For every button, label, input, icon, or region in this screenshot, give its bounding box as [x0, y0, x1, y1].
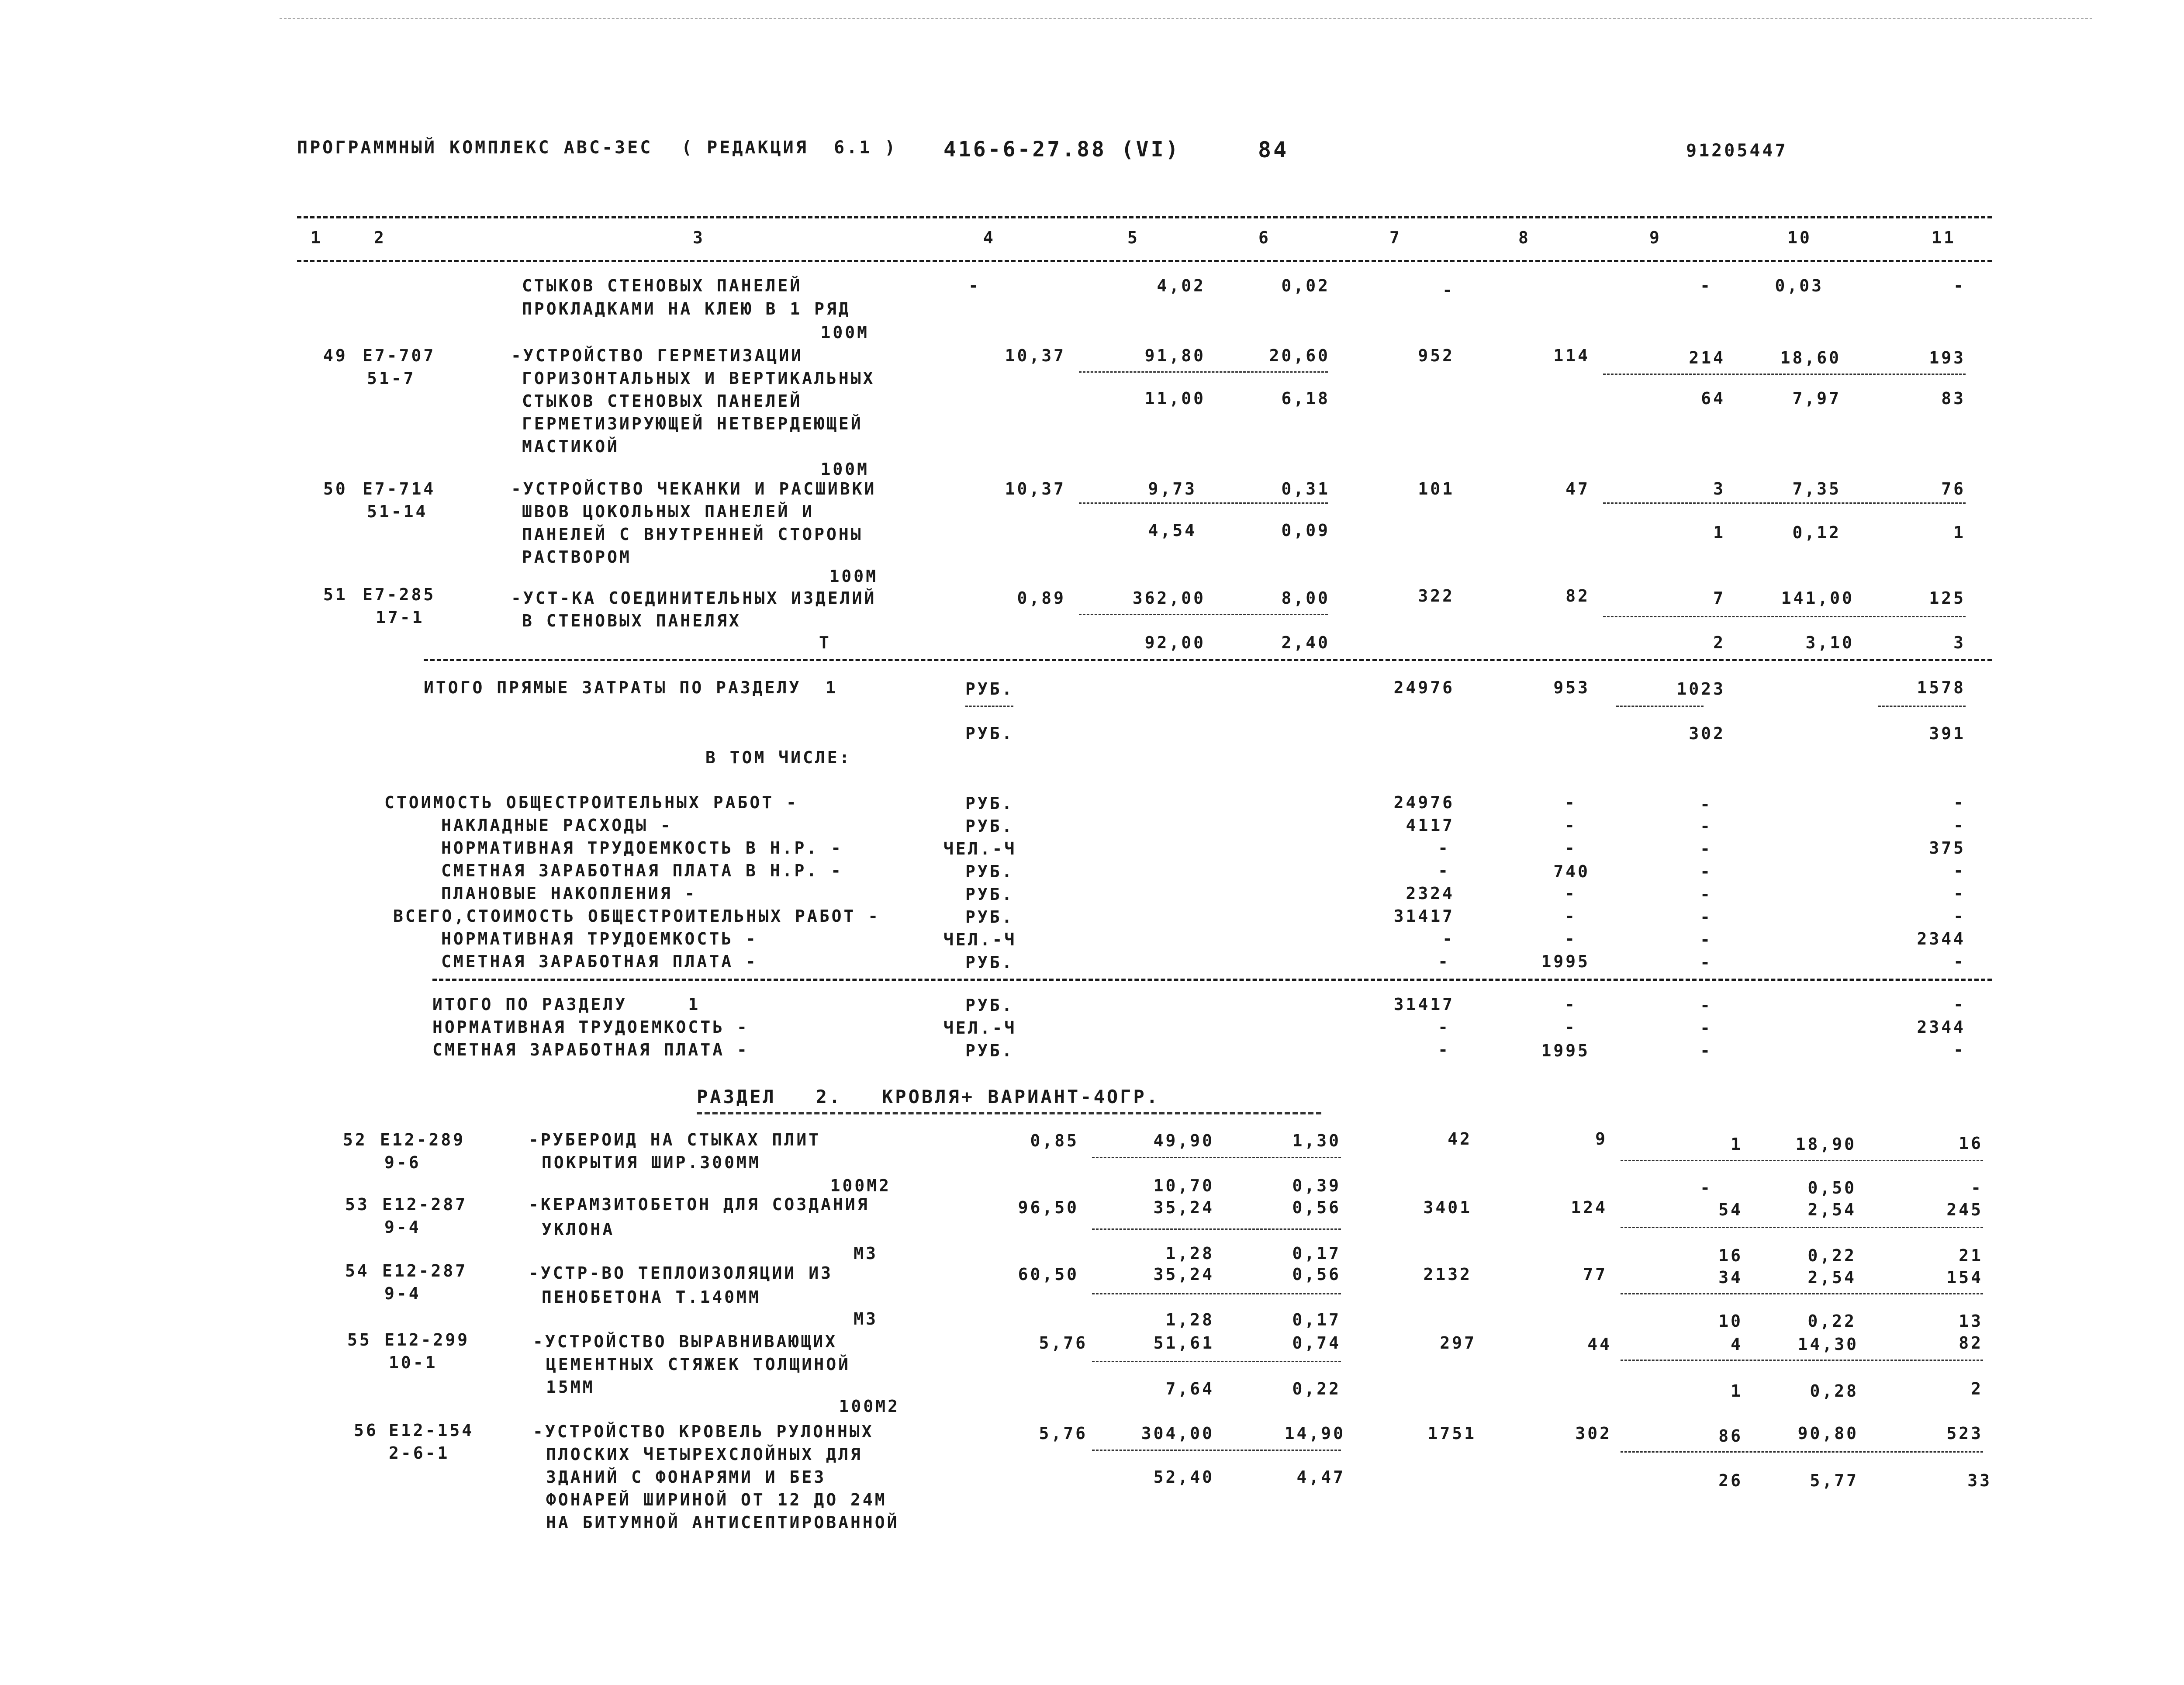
item-code: Е7-707 — [363, 346, 436, 365]
item-number: 50 — [323, 479, 348, 498]
totals-unit: РУБ. — [965, 794, 1014, 813]
cell-c10-wage: 0,28 — [1810, 1381, 1859, 1401]
cell-c11: 154 — [1946, 1268, 1983, 1287]
cell-c5: 51,61 — [1153, 1333, 1214, 1353]
column-number: 3 — [693, 228, 705, 247]
cell-c9-wage: 10 — [1718, 1311, 1743, 1331]
item-subcode: 9-6 — [384, 1153, 421, 1172]
item-subcode: 9-4 — [384, 1218, 421, 1237]
cell-c9: - — [1700, 1018, 1712, 1038]
including-label: В ТОМ ЧИСЛЕ: — [705, 748, 852, 767]
cell-c5-wage: 52,40 — [1153, 1467, 1214, 1487]
cell-c5: 91,80 — [1144, 346, 1206, 365]
cell-c8: - — [1565, 884, 1577, 903]
cell-c8: - — [1565, 929, 1577, 948]
cell-c8: 9 — [1595, 1129, 1607, 1149]
page-number: 84 — [1258, 137, 1289, 163]
cell-c10-wage: 0,22 — [1807, 1246, 1856, 1265]
item-subcode: 17-1 — [376, 608, 425, 627]
section-title-underline — [697, 1112, 1321, 1114]
cell-c6-wage: 0,09 — [1281, 521, 1330, 540]
totals-unit: ЧЕЛ.-Ч — [943, 930, 1017, 949]
cell-c9: - — [1700, 862, 1712, 881]
cell-c8: 44 — [1587, 1335, 1612, 1354]
cell-c4: 96,50 — [1018, 1198, 1079, 1217]
totals-unit: РУБ. — [965, 817, 1014, 836]
header-rule-bottom — [297, 260, 1992, 262]
item-number: 55 — [347, 1330, 372, 1349]
item-description: ФОНАРЕЙ ШИРИНОЙ ОТ 12 ДО 24М — [546, 1490, 887, 1509]
cell-c5-wage: 92,00 — [1144, 633, 1206, 652]
cell-c8: - — [1565, 907, 1577, 926]
item-unit: 100М2 — [839, 1397, 900, 1416]
cell-c10: 18,90 — [1795, 1135, 1856, 1154]
cell-c9: 4 — [1731, 1335, 1743, 1354]
cell-c8: 114 — [1553, 346, 1590, 365]
cell-c10: 2,54 — [1807, 1268, 1856, 1287]
totals-label: СМЕТНАЯ ЗАРАБОТНАЯ ПЛАТА - — [441, 952, 758, 971]
cell-c5-wage: 10,70 — [1153, 1176, 1214, 1195]
cell-c4: 0,85 — [1030, 1131, 1079, 1150]
currency-unit: РУБ. — [965, 679, 1014, 699]
item-code: Е7-285 — [363, 585, 436, 604]
item-description: ГЕРМЕТИЗИРУЮЩЕЙ НЕТВЕРДЕЮЩЕЙ — [522, 414, 863, 433]
item-description: ЦЕМЕНТНЫХ СТЯЖЕК ТОЛЩИНОЙ — [546, 1355, 850, 1374]
column-number: 7 — [1389, 228, 1402, 247]
cell-c5: 9,73 — [1148, 479, 1197, 498]
item-description: ГОРИЗОНТАЛЬНЫХ И ВЕРТИКАЛЬНЫХ — [522, 369, 875, 388]
cell-c5-wage: 4,54 — [1148, 521, 1197, 540]
cell-c10-wage: 5,77 — [1810, 1471, 1859, 1490]
cell-separator — [1079, 371, 1328, 373]
item-description: -КЕРАМЗИТОБЕТОН ДЛЯ СОЗДАНИЯ — [529, 1195, 870, 1214]
item-description: ПОКРЫТИЯ ШИР.300ММ — [542, 1153, 761, 1172]
cell-c8: 740 — [1553, 862, 1590, 881]
cell-c7: 322 — [1418, 586, 1455, 605]
cell-c10-wage: 0,22 — [1807, 1311, 1856, 1331]
section-title: РАЗДЕЛ 2. КРОВЛЯ+ ВАРИАНТ-4ОГР. — [697, 1086, 1160, 1107]
item-subcode: 51-7 — [367, 369, 416, 388]
cell-c6: 0,74 — [1292, 1333, 1341, 1353]
cell-c6-wage: 6,18 — [1281, 389, 1330, 408]
totals-label: СМЕТНАЯ ЗАРАБОТНАЯ ПЛАТА - — [432, 1040, 749, 1059]
item-code: Е12-299 — [384, 1330, 470, 1349]
cell-c9-wage: 2 — [1713, 633, 1725, 652]
unit-underline — [965, 706, 1013, 707]
item-description: В СТЕНОВЫХ ПАНЕЛЯХ — [522, 611, 741, 630]
cell-c9-wage: 1 — [1713, 523, 1725, 542]
totals-unit: РУБ. — [965, 1041, 1014, 1060]
item-description: МАСТИКОЙ — [522, 437, 620, 456]
cell-c9-wage: 1 — [1731, 1381, 1743, 1401]
cell-c7: 3401 — [1423, 1198, 1472, 1217]
cell-c5: 4,02 — [1157, 276, 1206, 295]
cell-c11: 193 — [1929, 348, 1966, 367]
cell-c10-wage: 0,12 — [1792, 523, 1841, 542]
item-description: -УСТРОЙСТВО ВЫРАВНИВАЮЩИХ — [533, 1332, 837, 1351]
cell-c7: - — [1438, 952, 1450, 971]
cell-c6: 8,00 — [1281, 588, 1330, 608]
item-number: 56 — [354, 1421, 378, 1440]
totals-unit: РУБ. — [965, 996, 1014, 1015]
totals-label: СМЕТНАЯ ЗАРАБОТНАЯ ПЛАТА В Н.Р. - — [441, 861, 843, 880]
cell-separator — [1603, 616, 1966, 617]
item-code: Е12-289 — [380, 1130, 466, 1149]
cell-c9: - — [1700, 817, 1712, 836]
cell-c9: - — [1700, 907, 1712, 927]
cell-c9: - — [1700, 885, 1712, 904]
totals-unit: РУБ. — [965, 885, 1014, 904]
cell-c7: 101 — [1418, 479, 1455, 498]
cell-c9: - — [1700, 276, 1712, 295]
scan-artifact-line — [280, 18, 2092, 19]
cell-c4: 60,50 — [1018, 1265, 1079, 1284]
column-number: 6 — [1258, 228, 1271, 247]
item-description: РАСТВОРОМ — [522, 547, 632, 567]
item-description: ПЛОСКИХ ЧЕТЫРЕХСЛОЙНЫХ ДЛЯ — [546, 1445, 863, 1464]
cell-c11: 1578 — [1917, 678, 1966, 697]
cell-c8: 1995 — [1541, 952, 1590, 971]
cell-c5: 49,90 — [1153, 1131, 1214, 1150]
cell-c10: 141,00 — [1781, 588, 1854, 608]
cell-c10-wage: 3,10 — [1805, 633, 1854, 652]
cell-c6: 0,56 — [1292, 1198, 1341, 1217]
cell-c7: 1751 — [1427, 1424, 1476, 1443]
item-description: -УСТ-КА СОЕДИНИТЕЛЬНЫХ ИЗДЕЛИЙ — [511, 588, 877, 608]
cell-c5: 304,00 — [1141, 1424, 1214, 1443]
cell-c6: 1,30 — [1292, 1131, 1341, 1150]
cell-separator — [1092, 1293, 1341, 1294]
project-code: 416-6-27.88 (VI) — [943, 137, 1181, 162]
cell-c6: 14,90 — [1284, 1424, 1345, 1443]
item-unit: 100М — [820, 323, 869, 342]
cell-c11-wage: 3 — [1953, 633, 1966, 652]
cell-c6-wage: 0,17 — [1292, 1244, 1341, 1263]
cell-c11-wage: 83 — [1941, 389, 1966, 408]
cell-separator — [1878, 706, 1966, 707]
item-subcode: 2-6-1 — [389, 1443, 450, 1463]
cell-c7: 24976 — [1393, 678, 1455, 697]
cell-c7: - — [1438, 861, 1450, 880]
cell-c5-wage: 7,64 — [1165, 1379, 1214, 1398]
column-number: 2 — [374, 228, 386, 247]
column-number: 8 — [1518, 228, 1531, 247]
cell-separator — [1621, 1360, 1983, 1361]
cell-c9: - — [1700, 930, 1712, 949]
cell-c7: - — [1438, 838, 1450, 858]
item-code: Е12-154 — [389, 1421, 474, 1440]
section-rule — [432, 979, 1992, 981]
cell-c9: - — [1700, 795, 1712, 814]
cell-c8: - — [1565, 1017, 1577, 1037]
cell-c4: 0,89 — [1017, 588, 1066, 608]
cell-c5: 362,00 — [1132, 588, 1206, 608]
cell-c9-wage: 16 — [1718, 1246, 1743, 1265]
cell-c11: - — [1953, 816, 1966, 835]
item-number: 49 — [323, 346, 348, 365]
cell-separator — [1092, 1228, 1341, 1230]
cell-c6: 0,02 — [1281, 276, 1330, 295]
cell-c11: 2344 — [1917, 1017, 1966, 1037]
cell-c5-wage: 1,28 — [1165, 1310, 1214, 1329]
totals-label: НОРМАТИВНАЯ ТРУДОЕМКОСТЬ - — [432, 1017, 749, 1037]
cell-c11: - — [1953, 884, 1966, 903]
totals-unit: РУБ. — [965, 953, 1014, 972]
totals-unit: ЧЕЛ.-Ч — [943, 839, 1017, 858]
cell-c10: 18,60 — [1780, 348, 1841, 367]
column-number: 9 — [1649, 228, 1662, 247]
item-unit: 100М2 — [830, 1176, 891, 1195]
totals-label: ИТОГО ПО РАЗДЕЛУ 1 — [432, 995, 701, 1014]
cell-c11: - — [1953, 907, 1966, 926]
cell-c9: 1 — [1731, 1135, 1743, 1154]
section-rule — [424, 659, 1992, 661]
cell-separator — [1092, 1450, 1341, 1451]
cell-c8: 82 — [1565, 586, 1590, 605]
item-number: 52 — [343, 1130, 367, 1149]
currency-unit: РУБ. — [965, 724, 1014, 743]
cell-c9: - — [1700, 1041, 1712, 1060]
cell-c9: 214 — [1689, 348, 1725, 367]
cell-c9: 7 — [1713, 588, 1725, 608]
totals-label: НАКЛАДНЫЕ РАСХОДЫ - — [441, 816, 673, 835]
cell-c7: 952 — [1418, 346, 1455, 365]
totals-label: НОРМАТИВНАЯ ТРУДОЕМКОСТЬ - — [441, 929, 758, 948]
cell-c10: 0,03 — [1775, 276, 1824, 295]
cell-separator — [1621, 1293, 1983, 1294]
cell-c5-wage: 1,28 — [1165, 1244, 1214, 1263]
cell-c11-wage: 2 — [1971, 1379, 1983, 1398]
totals-unit: РУБ. — [965, 862, 1014, 881]
cell-c8: - — [1565, 816, 1577, 835]
column-number: 1 — [311, 228, 323, 247]
totals-label: НОРМАТИВНАЯ ТРУДОЕМКОСТЬ В Н.Р. - — [441, 838, 843, 858]
item-description: СТЫКОВ СТЕНОВЫХ ПАНЕЛЕЙ — [522, 276, 802, 295]
cell-c6-wage: 0,22 — [1292, 1379, 1341, 1398]
item-description: -РУБЕРОИД НА СТЫКАХ ПЛИТ — [529, 1130, 821, 1149]
item-description: -УСТРОЙСТВО ЧЕКАНКИ И РАСШИВКИ — [511, 479, 877, 498]
item-description: УКЛОНА — [542, 1220, 615, 1239]
item-code: Е7-714 — [363, 479, 436, 498]
cell-c9: 54 — [1718, 1200, 1743, 1219]
cell-c8: - — [1565, 793, 1577, 812]
cell-c10: 90,80 — [1797, 1424, 1859, 1443]
cell-c9-wage: - — [1700, 1178, 1712, 1197]
cell-c7: 2132 — [1423, 1265, 1472, 1284]
item-subcode: 9-4 — [384, 1284, 421, 1303]
cell-separator — [1616, 706, 1704, 707]
item-description: ПРОКЛАДКАМИ НА КЛЕЮ В 1 РЯД — [522, 299, 851, 318]
cell-c11-wage: 13 — [1959, 1311, 1983, 1331]
column-number: 5 — [1127, 228, 1140, 247]
cell-c11-wage: 33 — [1967, 1471, 1992, 1490]
totals-label: ВСЕГО,СТОИМОСТЬ ОБЩЕСТРОИТЕЛЬНЫХ РАБОТ - — [393, 907, 881, 926]
item-unit: 100М — [820, 460, 869, 479]
cell-c10-wage: 0,50 — [1807, 1178, 1856, 1197]
document-id: 91205447 — [1686, 141, 1788, 161]
cell-c7: 297 — [1440, 1333, 1476, 1353]
item-description: ПАНЕЛЕЙ С ВНУТРЕННЕЙ СТОРОНЫ — [522, 525, 863, 544]
edition-label: ( РЕДАКЦИЯ 6.1 ) — [681, 138, 898, 158]
cell-c7: 42 — [1448, 1129, 1472, 1149]
cell-c8: 124 — [1571, 1198, 1607, 1217]
cell-c6-wage: 4,47 — [1296, 1467, 1345, 1487]
column-number: 11 — [1932, 228, 1956, 247]
item-description: 15ММ — [546, 1377, 595, 1397]
cell-c9: 3 — [1713, 479, 1725, 498]
cell-c4: 5,76 — [1039, 1333, 1088, 1353]
cell-c9: - — [1700, 953, 1712, 972]
cell-c11: - — [1953, 276, 1966, 295]
cell-c8: - — [1565, 995, 1577, 1014]
cell-c11: 2344 — [1917, 929, 1966, 948]
item-description: -УСТРОЙСТВО ГЕРМЕТИЗАЦИИ — [511, 346, 804, 365]
cell-c7: 4117 — [1406, 816, 1455, 835]
cell-c11: 375 — [1929, 838, 1966, 858]
cell-c6: 0,31 — [1281, 479, 1330, 498]
cell-c8: 953 — [1553, 678, 1590, 697]
item-description: НА БИТУМНОЙ АНТИСЕПТИРОВАННОЙ — [546, 1513, 899, 1532]
cell-separator — [1621, 1451, 1983, 1453]
item-number: 53 — [345, 1195, 370, 1214]
cell-c7: 31417 — [1393, 995, 1455, 1014]
item-description: ПЕНОБЕТОНА Т.140ММ — [542, 1287, 761, 1307]
cell-c8: - — [1565, 838, 1577, 858]
item-unit: М3 — [854, 1244, 878, 1263]
column-number: 10 — [1787, 228, 1812, 247]
cell-c5: 35,24 — [1153, 1265, 1214, 1284]
cell-c10: 14,30 — [1797, 1335, 1859, 1354]
cell-c7: 31417 — [1393, 907, 1455, 926]
cell-c11-wage: 391 — [1929, 724, 1966, 743]
cell-c4: - — [968, 276, 981, 295]
cell-separator — [1092, 1361, 1341, 1362]
item-unit: Т — [819, 633, 831, 652]
cell-c9: 86 — [1718, 1426, 1743, 1446]
cell-separator — [1603, 502, 1966, 504]
item-description: -УСТР-ВО ТЕПЛОИЗОЛЯЦИИ ИЗ — [529, 1263, 833, 1283]
cell-c9: 1023 — [1676, 679, 1725, 699]
cell-c11: 245 — [1946, 1200, 1983, 1219]
item-description: -УСТРОЙСТВО КРОВЕЛЬ РУЛОННЫХ — [533, 1422, 874, 1441]
item-description: ШВОВ ЦОКОЛЬНЫХ ПАНЕЛЕЙ И — [522, 502, 815, 521]
cell-c7: - — [1442, 280, 1455, 300]
item-subcode: 51-14 — [367, 502, 428, 521]
totals-label: СТОИМОСТЬ ОБЩЕСТРОИТЕЛЬНЫХ РАБОТ - — [384, 793, 798, 812]
item-unit: М3 — [854, 1309, 878, 1329]
item-description: ЗДАНИЙ С ФОНАРЯМИ И БЕЗ — [546, 1467, 826, 1487]
cell-c11-wage: - — [1971, 1178, 1983, 1197]
cell-c8: 77 — [1583, 1265, 1607, 1284]
cell-c8: 47 — [1565, 479, 1590, 498]
cell-c10: 7,35 — [1792, 479, 1841, 498]
cell-c7: - — [1442, 929, 1455, 948]
cell-c7: 2324 — [1406, 884, 1455, 903]
item-number: 51 — [323, 585, 348, 604]
cell-c4: 10,37 — [1005, 346, 1066, 365]
cell-c9: 34 — [1718, 1268, 1743, 1287]
item-description: СТЫКОВ СТЕНОВЫХ ПАНЕЛЕЙ — [522, 391, 802, 411]
cell-c7: - — [1438, 1017, 1450, 1037]
item-unit: 100М — [829, 567, 878, 586]
cell-c11: - — [1953, 793, 1966, 812]
cell-c9: - — [1700, 996, 1712, 1015]
cell-c11: 523 — [1946, 1424, 1983, 1443]
item-code: Е12-287 — [382, 1261, 468, 1280]
cell-c8: 302 — [1575, 1424, 1612, 1443]
cell-c4: 10,37 — [1005, 479, 1066, 498]
cell-c11: 76 — [1941, 479, 1966, 498]
cell-separator — [1603, 374, 1966, 375]
cell-c7: 24976 — [1393, 793, 1455, 812]
item-subcode: 10-1 — [389, 1353, 438, 1372]
cell-c11: - — [1953, 1040, 1966, 1059]
cell-c6-wage: 2,40 — [1281, 633, 1330, 652]
cell-c9: - — [1700, 839, 1712, 858]
cell-c6: 20,60 — [1269, 346, 1330, 365]
cell-c11: 82 — [1959, 1333, 1983, 1353]
cell-separator — [1092, 1157, 1341, 1158]
cell-c11: - — [1953, 952, 1966, 971]
cell-c11: 16 — [1959, 1134, 1983, 1153]
cell-c11: - — [1953, 861, 1966, 880]
cell-separator — [1079, 614, 1328, 615]
totals-label: ПЛАНОВЫЕ НАКОПЛЕНИЯ - — [441, 884, 697, 903]
cell-c10-wage: 7,97 — [1792, 389, 1841, 408]
cell-c11: 125 — [1929, 588, 1966, 608]
cell-c11: - — [1953, 995, 1966, 1014]
direct-costs-label: ИТОГО ПРЯМЫЕ ЗАТРАТЫ ПО РАЗДЕЛУ 1 — [424, 678, 838, 697]
cell-c9-wage: 26 — [1718, 1471, 1743, 1490]
cell-c9-wage: 302 — [1689, 724, 1725, 743]
program-complex-title: ПРОГРАММНЫЙ КОМПЛЕКС АВС-ЗЕС — [297, 138, 653, 158]
item-code: Е12-287 — [382, 1195, 468, 1214]
cell-c6-wage: 0,39 — [1292, 1176, 1341, 1195]
cell-c4: 5,76 — [1039, 1424, 1088, 1443]
item-number: 54 — [345, 1261, 370, 1280]
cell-c11-wage: 21 — [1959, 1246, 1983, 1265]
totals-unit: ЧЕЛ.-Ч — [943, 1018, 1017, 1038]
totals-unit: РУБ. — [965, 907, 1014, 927]
cell-c9-wage: 64 — [1701, 389, 1725, 408]
cell-c5: 35,24 — [1153, 1198, 1214, 1217]
cell-separator — [1621, 1160, 1983, 1161]
cell-c5-wage: 11,00 — [1144, 389, 1206, 408]
header-rule-top — [297, 216, 1992, 218]
cell-separator — [1079, 502, 1328, 504]
cell-c6-wage: 0,17 — [1292, 1310, 1341, 1329]
cell-c7: - — [1438, 1040, 1450, 1059]
cell-c11-wage: 1 — [1953, 523, 1966, 542]
cell-c6: 0,56 — [1292, 1265, 1341, 1284]
cell-c10: 2,54 — [1807, 1200, 1856, 1219]
cell-c8: 1995 — [1541, 1041, 1590, 1060]
column-number: 4 — [983, 228, 995, 247]
cell-separator — [1621, 1227, 1983, 1228]
